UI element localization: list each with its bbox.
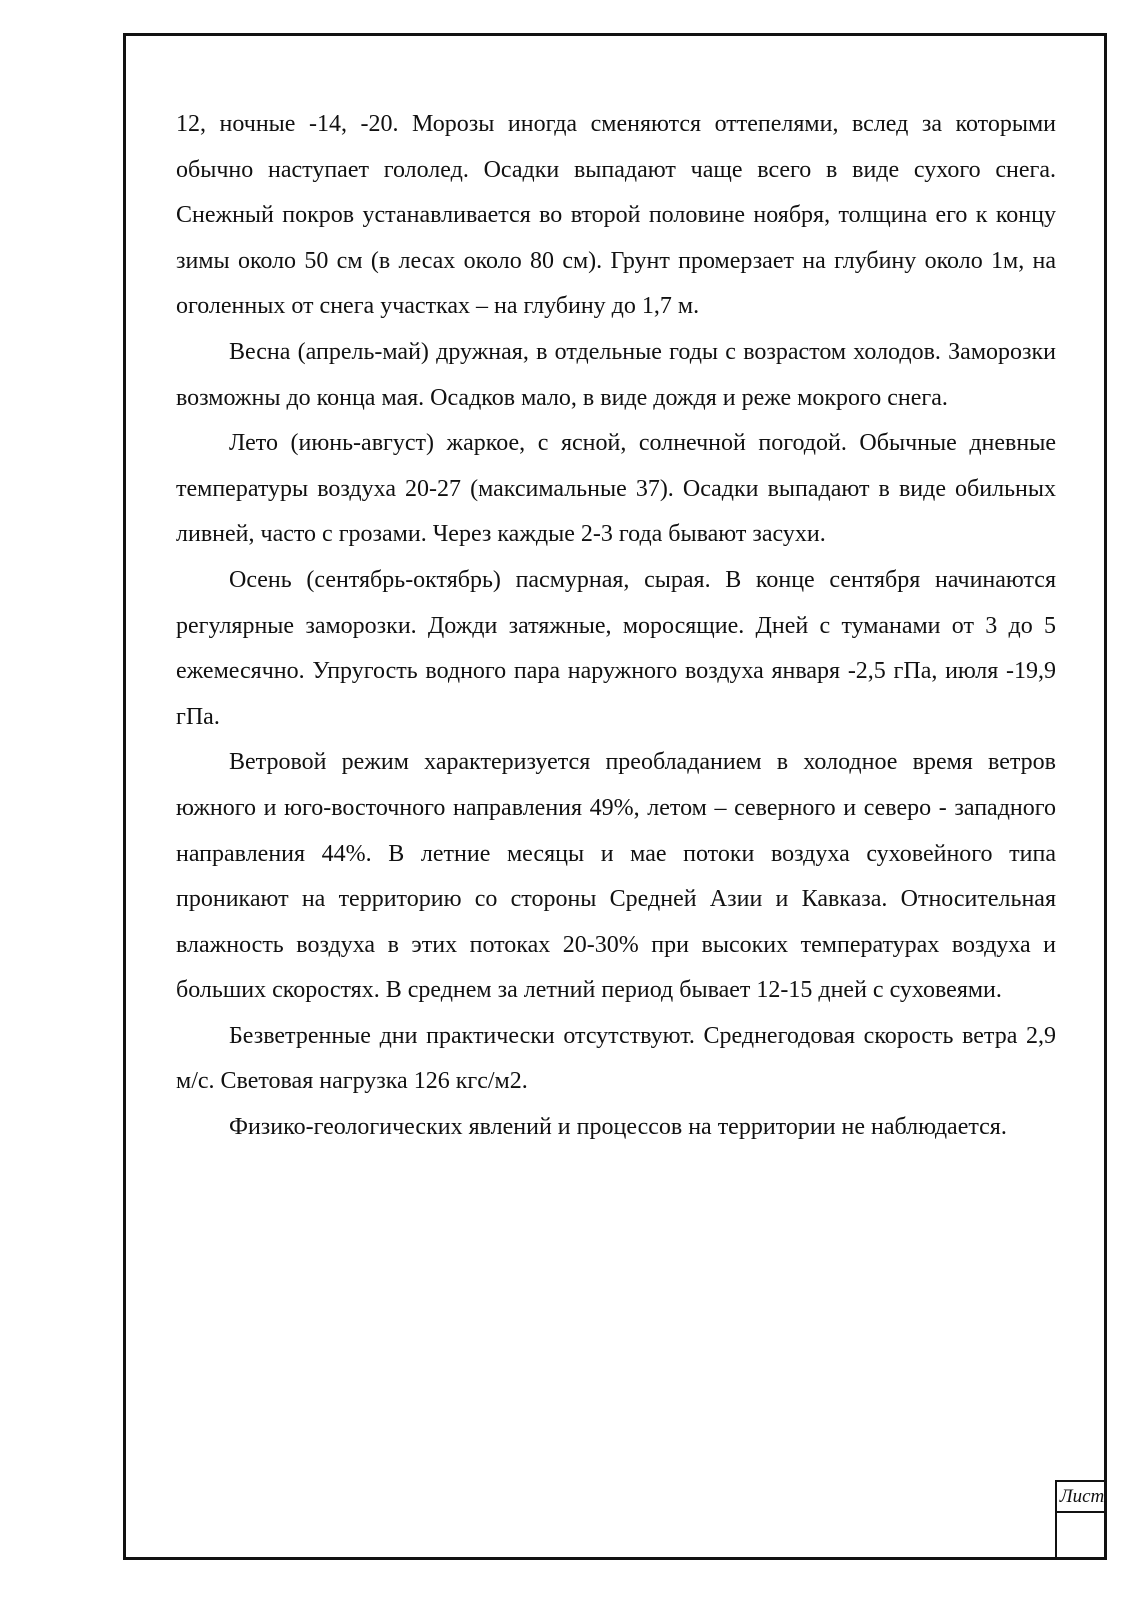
paragraph-geological: Физико-геологических явлений и процессов на территории не наблюдается. bbox=[229, 1114, 1007, 1141]
sheet-stamp bbox=[1055, 1480, 1107, 1560]
paragraph-autumn: Осень (сентябрь-октябрь) пасмурная, сырая. В конце сентября начинаются регулярные заморозки. Дожди затяжные, моросящие. Дней с туманами от 3 до 5 ежемесячно. Упругость водного пара наружного воздуха января -2,5 гПа, июля -19,9 гПа. bbox=[176, 566, 1056, 730]
paragraph-spring: Весна (апрель-май) дружная, в отдельные годы с возрастом холодов. Заморозки возможны до конца мая. Осадков мало, в виде дождя и реже мокрого снега. bbox=[176, 338, 1056, 411]
sheet-number bbox=[1057, 1513, 1107, 1560]
document-body bbox=[176, 102, 1056, 1151]
paragraph-summer: Лето (июнь-август) жаркое, с ясной, солнечной погодой. Обычные дневные температуры воздуха 20-27 (максимальные 37). Осадки выпадают в виде обильных ливней, часто с грозами. Через каждые 2-3 года бывают засухи. bbox=[176, 430, 1056, 548]
paragraph-winter-continuation: 12, ночные -14, -20. Морозы иногда сменяются оттепелями, вслед за которыми обычно наступает гололед. Осадки выпадают чаще всего в виде сухого снега. Снежный покров устанавливается во второй половине ноября, толщина его к концу зимы около 50 см (в лесах около 80 см). Грунт промерзает на глубину около 1м, на оголенных от снега участках – на глубину до 1,7 м. bbox=[176, 111, 1056, 320]
paragraph-wind-regime: Ветровой режим характеризуется преобладанием в холодное время ветров южного и юго-восточного направления 49%, летом – северного и северо - западного направления 44%. В летние месяцы и мае потоки воздуха суховейного типа проникают на территорию со стороны Средней Азии и Кавказа. Относительная влажность воздуха в этих потоках 20-30% при высоких температурах воздуха и больших скоростях. В среднем за летний период бывает 12-15 дней с суховеями. bbox=[176, 749, 1056, 1004]
paragraph-calm-days: Безветренные дни практически отсутствуют. Среднегодовая скорость ветра 2,9 м/с. Световая нагрузка 126 кгс/м2. bbox=[176, 1022, 1056, 1095]
sheet-label: Лист bbox=[1057, 1482, 1107, 1513]
